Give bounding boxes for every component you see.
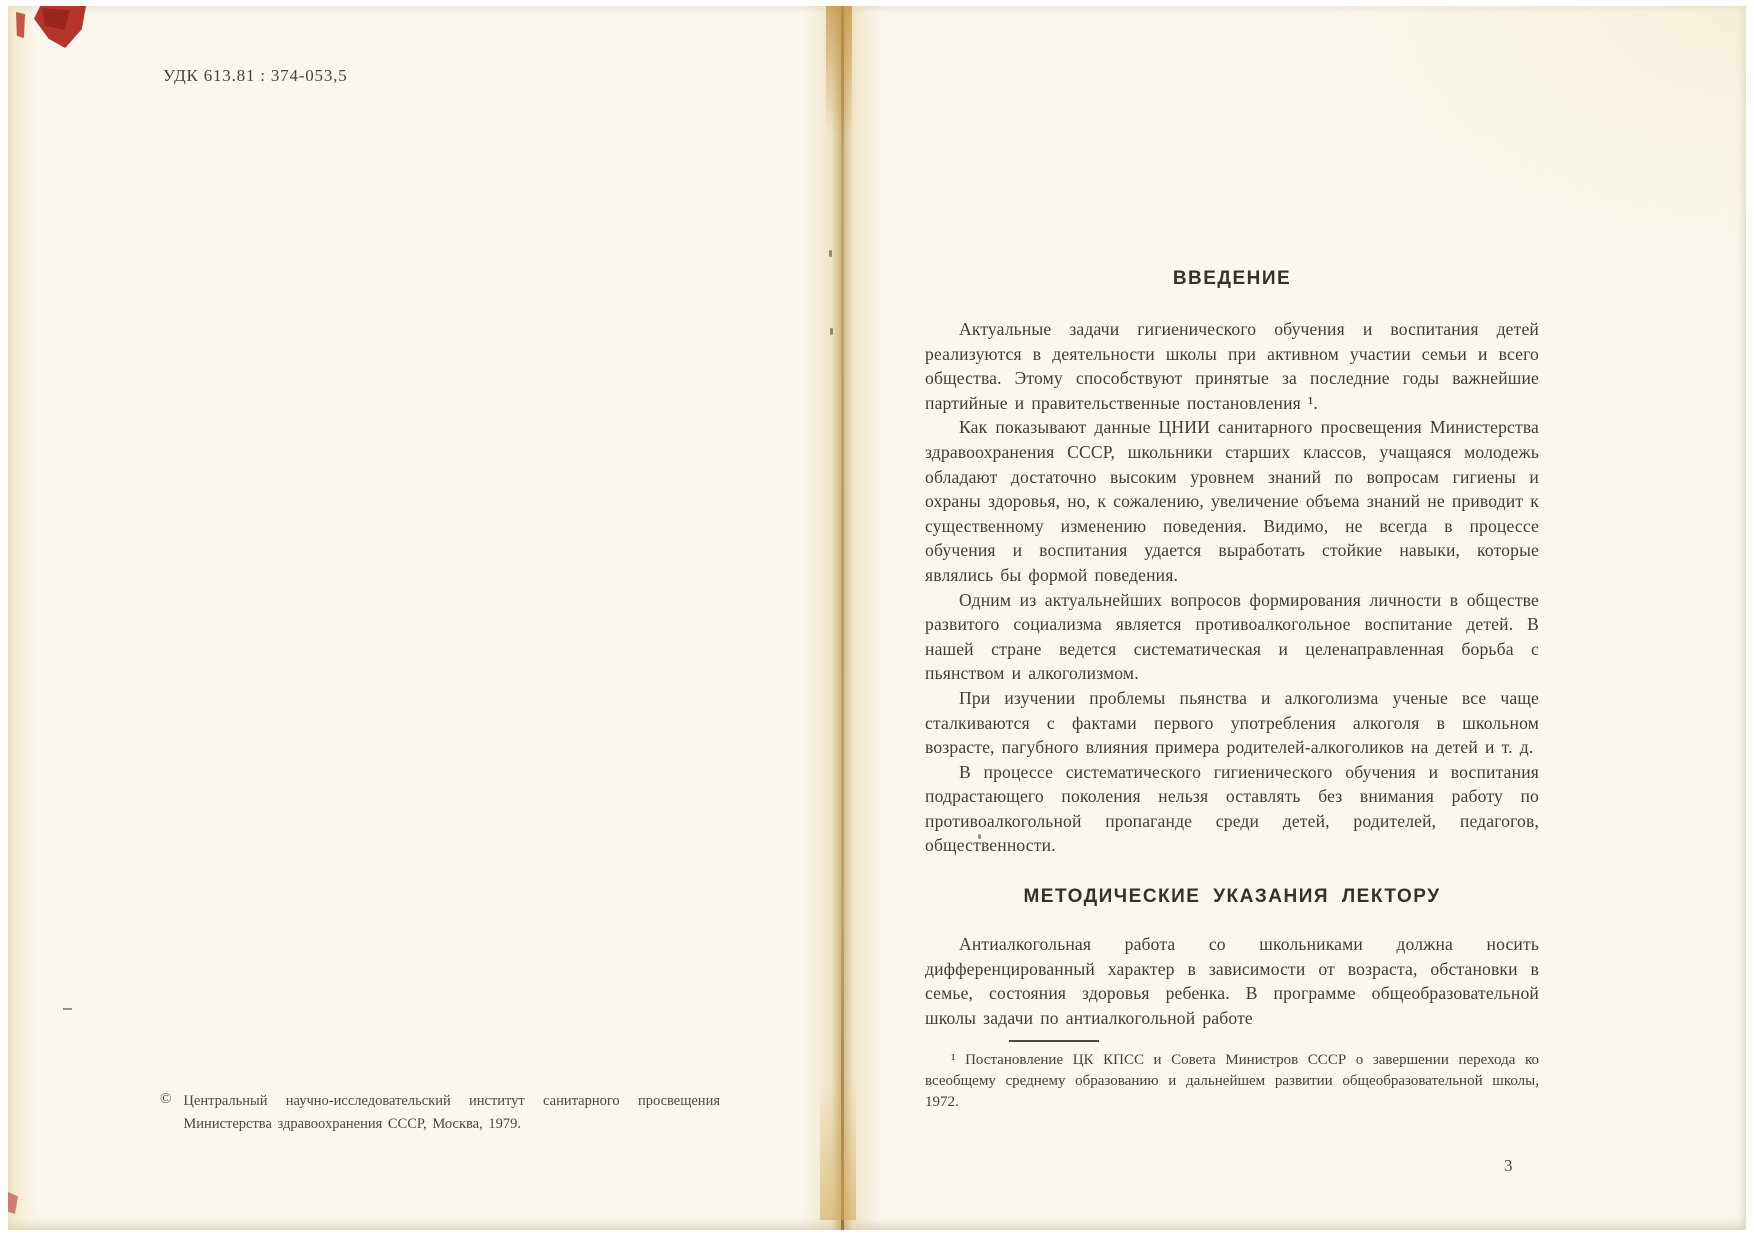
gutter-bottom-stain (820, 1080, 856, 1220)
page-number: 3 (1504, 1156, 1513, 1175)
methods-paragraph: Антиалкогольная работа со школьниками должна носить дифференцированный характер в зависимости от возраста, обстановки в семье, состояния здоровья ребенка. В программе общеобразовательной школы задачи по антиалкогольной работе (925, 934, 1539, 1028)
footnote-separator-rule (1009, 1040, 1099, 1042)
intro-paragraph: При изучении проблемы пьянства и алкоголизма ученые все чаще сталкиваются с фактами первого употребления алкоголя в школьном возрасте, пагубного влияния примера родителей-алкоголиков на детей и т. д. (925, 687, 1539, 758)
gutter-top-stain (826, 6, 852, 136)
intro-paragraph: В процессе систематического гигиенического обучения и воспитания подрастающего поколения нельзя оставлять без внимания работу по противоалкогольной пропаганде среди детей, родителей, педагогов, общественности. (925, 761, 1539, 856)
introduction-body (925, 317, 1539, 858)
footnote-block (925, 1040, 1539, 1113)
scan-speck (63, 1008, 72, 1010)
scan-speck (829, 250, 832, 257)
footnote-text: ¹ Постановление ЦК КПСС и Совета Министров СССР о завершении перехода ко всеобщему среднему образованию и дальнейшем развитии общеобразовательной школы, 1972. (925, 1052, 1539, 1111)
intro-paragraph: Актуальные задачи гигиенического обучения и воспитания детей реализуются в деятельности школы при активном участии семьи и всего общества. Этому способствуют принятые за последние годы важнейшие партийные и правительственные постановления ¹. (925, 319, 1539, 413)
copyright-notice (160, 1090, 720, 1136)
udk-classification-code: УДК 613.81 : 374-053,5 (163, 66, 348, 85)
introduction-heading: ВВЕДЕНИЕ (1172, 268, 1292, 289)
intro-paragraph: Одним из актуальнейших вопросов формирования личности в обществе развитого социализма является противоалкогольное воспитание детей. В нашей стране ведется систематическая и целенаправленная борьба с пьянством и алкоголизмом. (925, 589, 1539, 684)
methods-body (925, 932, 1539, 1030)
copyright-symbol-icon: © (160, 1091, 172, 1107)
scan-speck (830, 328, 833, 335)
methods-heading: МЕТОДИЧЕСКИЕ УКАЗАНИЯ ЛЕКТОРУ (1023, 886, 1441, 908)
page-edge-tint (8, 6, 38, 1230)
gutter-crease-line (841, 6, 844, 1230)
red-ink-mark-left-edge (16, 12, 25, 38)
page-corner-tint (1326, 6, 1746, 266)
red-ink-mark-bottom-left (8, 1192, 18, 1214)
right-page (925, 268, 1539, 1113)
intro-paragraph: Как показывают данные ЦНИИ санитарного просвещения Министерства здравоохранения СССР, школьники старших классов, учащаяся молодежь обладают достаточно высоким уровнем знаний по вопросам гигиены и охраны здоровья, но, к сожалению, увеличение объема знаний не приводит к существенному изменению поведения. Видимо, не всегда в процессе обучения и воспитания удается выработать стойкие навыки, которые являлись бы формой поведения. (925, 417, 1539, 585)
copyright-text: Центральный научно-исследовательский институт санитарного просвещения Министерства здравоохранения СССР, Москва, 1979. (183, 1093, 720, 1133)
book-spread-scan (8, 6, 1746, 1230)
